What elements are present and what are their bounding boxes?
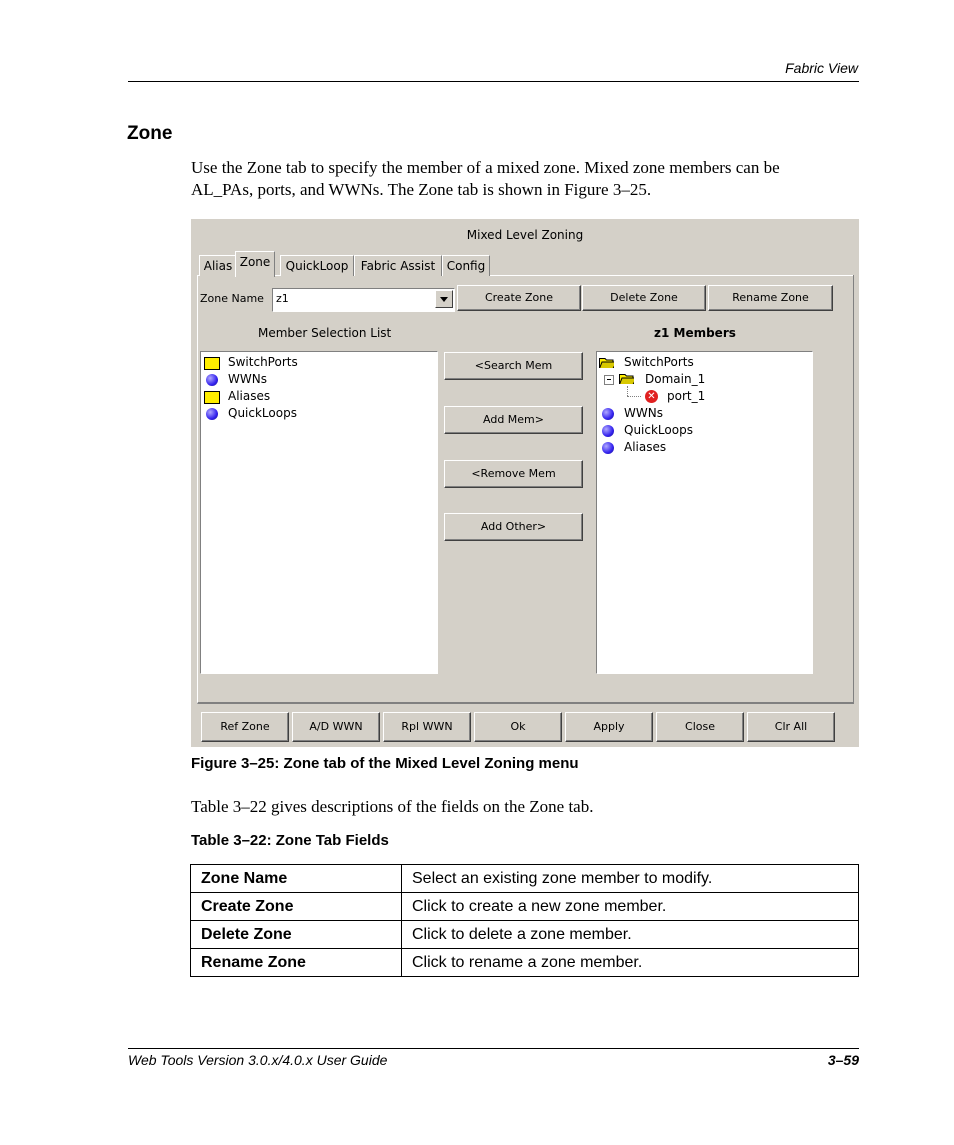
zoning-screenshot [191, 219, 859, 747]
tab-config[interactable]: Config [442, 255, 490, 276]
table-row [191, 865, 859, 893]
figure-caption: Figure 3–25: Zone tab of the Mixed Level Zoning menu [191, 755, 579, 772]
member-selection-label: Member Selection List [258, 326, 392, 340]
remove-member-button[interactable]: <Remove Mem [444, 460, 583, 488]
close-button[interactable]: Close [656, 712, 744, 742]
zone-name-value: z1 [276, 292, 289, 305]
search-member-button[interactable]: <Search Mem [444, 352, 583, 380]
table-title: Table 3–22: Zone Tab Fields [191, 832, 389, 849]
ok-button[interactable]: Ok [474, 712, 562, 742]
zone-name-label: Zone Name [200, 292, 264, 305]
page-number: 3–59 [827, 1052, 859, 1068]
dialog-title: Mixed Level Zoning [466, 228, 584, 242]
running-header: Fabric View [785, 60, 858, 76]
tab-quickloop[interactable]: QuickLoop [280, 255, 354, 276]
delete-zone-button[interactable]: Delete Zone [582, 285, 706, 311]
list-item[interactable]: Aliases [228, 389, 271, 403]
table-row [191, 893, 859, 921]
table-intro: Table 3–22 gives descriptions of the fields on the Zone tab. [191, 797, 594, 816]
ball-icon [602, 442, 614, 454]
tab-strip [197, 251, 853, 276]
folder-open-icon [599, 357, 614, 368]
error-icon: ✕ [645, 390, 658, 403]
field-description: Select an existing zone member to modify. [402, 865, 859, 893]
create-zone-button[interactable]: Create Zone [457, 285, 581, 311]
intro-line-2: AL_PAs, ports, and WWNs. The Zone tab is shown in Figure 3–25. [191, 180, 652, 199]
intro-paragraph [191, 157, 859, 201]
field-name: Zone Name [191, 865, 402, 893]
tree-item-switchports[interactable]: SwitchPorts [624, 355, 694, 369]
ball-icon [602, 425, 614, 437]
members-label: z1 Members [654, 326, 736, 340]
field-name: Create Zone [191, 893, 402, 921]
tab-zone[interactable]: Zone [235, 251, 275, 277]
folder-icon [204, 391, 220, 404]
intro-line-1: Use the Zone tab to specify the member of a mixed zone. Mixed zone members can be [191, 158, 780, 177]
footer-rule [128, 1048, 859, 1049]
tree-item-quickloops[interactable]: QuickLoops [624, 423, 693, 437]
section-title: Zone [127, 123, 173, 144]
add-other-button[interactable]: Add Other> [444, 513, 583, 541]
ball-icon [206, 374, 218, 386]
field-description: Click to delete a zone member. [402, 921, 859, 949]
ball-icon [602, 408, 614, 420]
ref-zone-button[interactable]: Ref Zone [201, 712, 289, 742]
tree-connector [627, 396, 641, 397]
tree-connector [627, 386, 628, 396]
clear-all-button[interactable]: Clr All [747, 712, 835, 742]
zone-tab-fields-table [190, 864, 859, 977]
rpl-wwn-button[interactable]: Rpl WWN [383, 712, 471, 742]
table-row [191, 921, 859, 949]
add-member-button[interactable]: Add Mem> [444, 406, 583, 434]
zone-members-tree[interactable] [596, 351, 813, 674]
folder-icon [204, 357, 220, 370]
ad-wwn-button[interactable]: A/D WWN [292, 712, 380, 742]
tree-item-domain[interactable]: Domain_1 [645, 372, 706, 386]
header-rule [128, 81, 859, 82]
tab-alias[interactable]: Alias [199, 255, 237, 276]
tree-item-wwns[interactable]: WWNs [624, 406, 663, 420]
collapse-icon[interactable] [604, 375, 614, 385]
folder-open-icon [619, 373, 634, 384]
list-item[interactable]: SwitchPorts [228, 355, 298, 369]
list-item[interactable]: WWNs [228, 372, 267, 386]
chevron-down-icon[interactable] [435, 290, 453, 308]
zone-name-select[interactable] [272, 288, 455, 312]
apply-button[interactable]: Apply [565, 712, 653, 742]
field-name: Delete Zone [191, 921, 402, 949]
field-description: Click to create a new zone member. [402, 893, 859, 921]
field-name: Rename Zone [191, 949, 402, 977]
list-item[interactable]: QuickLoops [228, 406, 297, 420]
rename-zone-button[interactable]: Rename Zone [708, 285, 833, 311]
field-description: Click to rename a zone member. [402, 949, 859, 977]
tab-fabric-assist[interactable]: Fabric Assist [354, 255, 442, 276]
ball-icon [206, 408, 218, 420]
tree-item-port[interactable]: port_1 [667, 389, 706, 403]
table-row [191, 949, 859, 977]
tree-item-aliases[interactable]: Aliases [624, 440, 667, 454]
member-selection-list[interactable] [200, 351, 438, 674]
footer-guide-title: Web Tools Version 3.0.x/4.0.x User Guide [128, 1052, 388, 1068]
